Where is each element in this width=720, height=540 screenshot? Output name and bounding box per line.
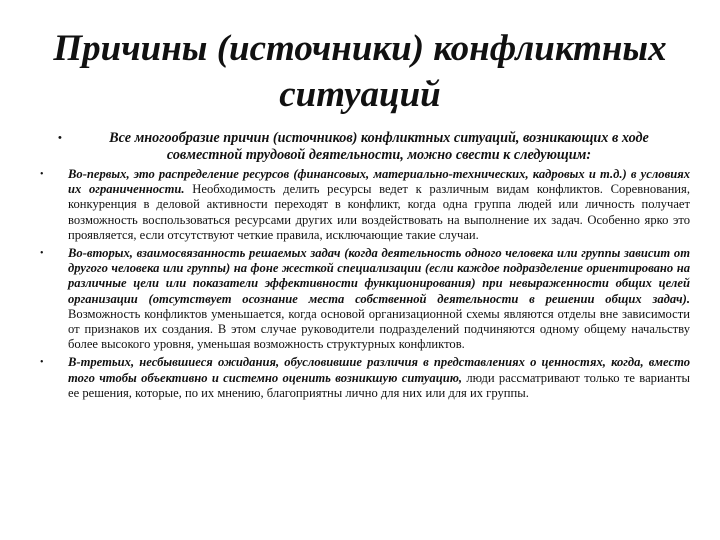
list-item-third: [40, 355, 690, 401]
item-lead-text: Во-вторых, взаимосвязанность решаемых задач (когда деятельность одного человека или группы зависит от другого человека или группы) на фоне жесткой специализации (если каждое подразделение ориентировано на различные цели или показатели эффективности функционирования) при невыраженности общих целей организации (отсутствует осознание места собственной деятельности в решении общих задач).: [68, 246, 690, 306]
bullet-icon: •: [58, 132, 62, 144]
list-item-second: [40, 246, 690, 352]
slide-title: Причины (источники) конфликтных ситуаций: [53, 28, 667, 115]
item-body-text: Возможность конфликтов уменьшается, когда основой организационной схемы являются отделы вне зависимости от признаков их создания. В этом случае руководители подразделений подчиняются одному общему начальству более высокого уровня, уменьшая возможность структурных конфликтов.: [68, 306, 690, 352]
intro-paragraph: [58, 130, 678, 164]
reasons-list: [40, 167, 690, 404]
bullet-icon: •: [40, 248, 44, 260]
item-body-text: люди рассматривают только те варианты ее решения, которые, по их мнению, благоприятны лично для них или для их группы.: [68, 370, 690, 400]
item-lead-text: Во-первых, это распределение ресурсов (финансовых, материально-технических, кадровых и т.д.) в условиях их ограниченности.: [68, 167, 690, 197]
bullet-icon: •: [40, 357, 44, 369]
item-body-text: Необходимость делить ресурсы ведет к различным видам конфликтов. Соревнования, конкуренция в деловой активности переходят в конфликт, когда одна группа людей или личность получает возможность воспользоваться ресурсами других или воздействовать на выполнение их задач. Особенно ярко это проявляется, если отсутствуют четкие правила, исключающие такие случаи.: [68, 182, 690, 242]
item-lead-text: В-третьих, несбывшиеся ожидания, обусловившие различия в представлениях о ценностях, когда, вместо того чтобы объективно и системно оценить возникшую ситуацию,: [68, 355, 690, 385]
bullet-icon: •: [40, 169, 44, 180]
list-item-first: [40, 167, 690, 243]
intro-text: Все многообразие причин (источников) конфликтных ситуаций, возникающих в ходе совместной трудовой деятельности, можно свести к следующим:: [109, 130, 649, 163]
